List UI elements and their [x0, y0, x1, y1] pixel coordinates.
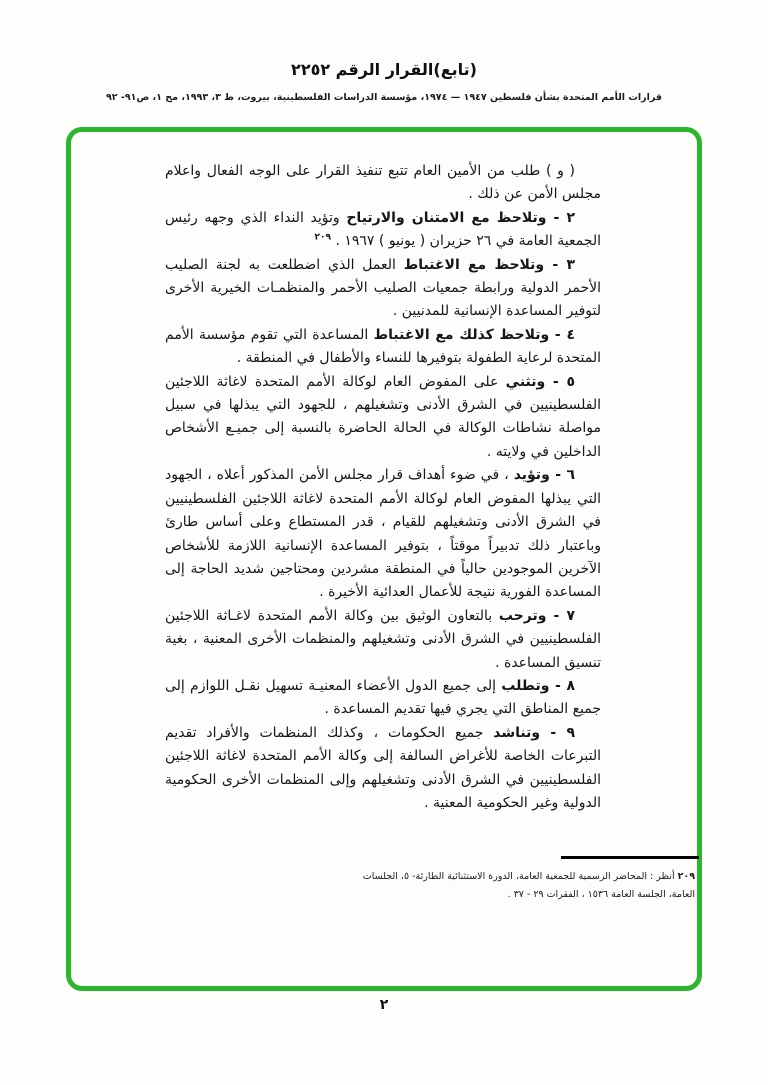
paragraph-text: جميع الحكومات ، وكذلك المنظمات والأفراد تقديم التبرعات الخاصة للأغراض السالفة إلى وكالة الأمم المتحدة لاغاثة اللاجئين الفلسطينيين في الشرق الأدنى وتشغيلهم وإلى المنظمات الأخرى الحكومية الدولية وغير الحكومية المعنية .: [165, 724, 601, 811]
body-text: [165, 160, 601, 815]
page-title: (تابع)القرار الرقم ٢٢٥٢: [291, 60, 477, 79]
green-frame: [66, 127, 702, 991]
paragraph-text: بالتعاون الوثيق بين وكالة الأمم المتحدة لاغـاثة اللاجئين الفلسطينيين في الشرق الأدنى وتشغيلهم والمنظمات الأخرى المعنية ، بغية تنسيق المساعدة .: [165, 607, 601, 671]
paragraph: [165, 160, 601, 207]
paragraph-text: إلى جميع الدول الأعضاء المعنيـة تسهيل نقـل اللوازم إلى جميع المناطق التي يجري فيها تقديم المساعدة .: [165, 677, 601, 718]
paragraph-text: المساعدة التي تقوم مؤسسة الأمم المتحدة لرعاية الطفولة بتوفيرها للنساء والأطفال في المنطقة .: [165, 326, 601, 367]
paragraph: [165, 722, 601, 816]
document-header: [0, 60, 768, 103]
citation-line: قرارات الأمم المتحدة بشأن فلسطين ١٩٤٧ — ١٩٧٤، مؤسسة الدراسات الفلسطينية، بيروت، ط ٣، ١٩٩٣، مج ١، ص٩١- ٩٢: [105, 92, 663, 103]
paragraph-lead: ٧ - وترحب: [498, 607, 575, 624]
footnote: [347, 868, 695, 903]
footnote-text: أنظر : المحاضر الرسمية للجمعية العامة، الدورة الاستثنائية الطارئة- ٥، الجلسات العامة، الجلسة العامة ١٥٣٦ ، الفقرات ٢٩ - ٣٧ .: [362, 871, 695, 900]
paragraph-lead: ٨ - وتطلب: [501, 677, 575, 694]
footnote-ref: ٢٠٩: [314, 232, 332, 243]
paragraph-lead: ٤ - وتلاحظ كذلك مع الاغتباط: [373, 326, 575, 343]
paragraph-lead: ٢ - وتلاحظ مع الامتنان والارتياح: [346, 209, 575, 226]
paragraph-lead: ٩ - وتناشد: [493, 724, 575, 741]
paragraph: [165, 371, 601, 465]
paragraph: [165, 207, 601, 254]
paragraph-lead: ٥ - وتثني: [505, 373, 575, 390]
paragraph: [165, 254, 601, 324]
paragraph-text: العمل الذي اضطلعت به لجنة الصليب الأحمر الدولية ورابطة جمعيات الصليب الأحمر والمنظمـات الخيرية الأخرى لتوفير المساعدة الإنسانية للمدنيين .: [165, 256, 601, 320]
paragraph-text: وتؤيد النداء الذي وجهه رئيس الجمعية العامة في ٢٦ حزيران ( يونيو ) ١٩٦٧ .: [165, 209, 601, 250]
paragraph-text: ( و ) طلب من الأمين العام تتبع تنفيذ القرار على الوجه الفعال واعلام مجلس الأمن عن ذلك .: [165, 163, 601, 203]
paragraph-lead: ٦ - وتؤيد: [513, 467, 575, 484]
footnote-marker: ٢٠٩: [677, 871, 695, 882]
paragraph: [165, 605, 601, 675]
paragraph: [165, 324, 601, 371]
paragraph: [165, 464, 601, 604]
paragraph: [165, 675, 601, 722]
page-number: ٢: [379, 997, 389, 1013]
paragraph-text: ، في ضوء أهداف قرار مجلس الأمن المذكور أعلاه ، الجهود التي يبذلها المفوض العام لوكالة الأمم المتحدة لاغاثة اللاجئين الفلسطينيين في الشرق الأدنى وتشغيلهم للقيام ، قدر المستطاع وعلى أساس طارئ وباعتبار ذلك تدبيراً موقتاً ، بتوفير المساعدة الإنسانية اللازمة للأشخاص الآخرين الموجودين حالياً في المنطقة مشردين ومحتاجين شديد الحاجة إلى المساعدة الفورية نتيجة للأعمال العدائية الأخيرة .: [165, 467, 601, 601]
paragraph-text: على المفوض العام لوكالة الأمم المتحدة لاغاثة اللاجئين الفلسطينيين في الشرق الأدنى وتشغيلهم ، للجهود التي يبذلها في سبيل مواصلة نشاطات الوكالة في الحالة الحاضرة بالنسبة إلى جميـع الأشخاص الداخلين في ولايته .: [165, 373, 601, 460]
paragraph-lead: ٣ - وتلاحظ مع الاغتباط: [403, 256, 575, 273]
footnote-separator: [561, 856, 699, 859]
